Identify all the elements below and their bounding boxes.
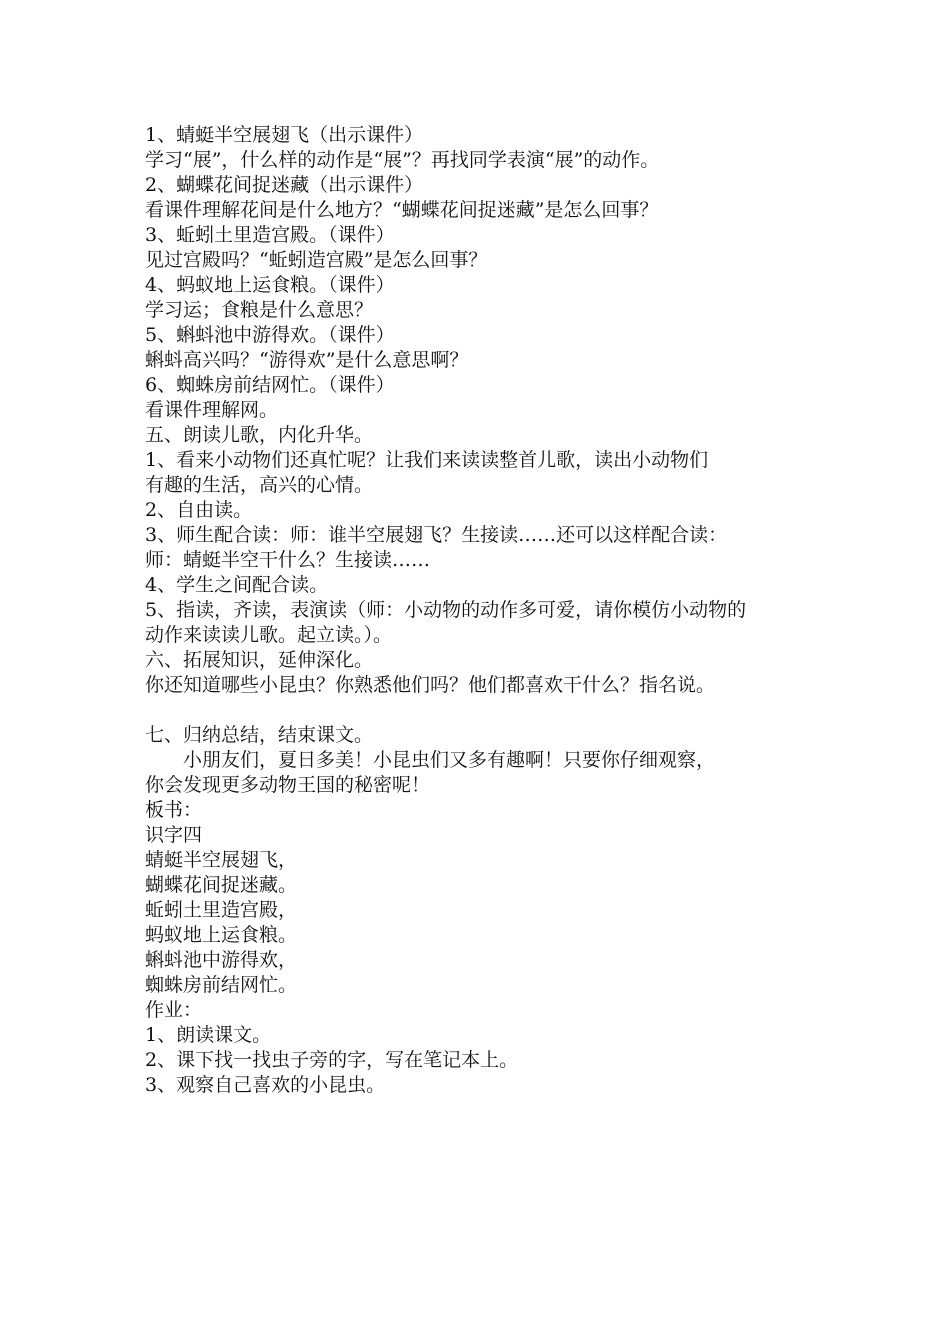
text-line: 学习“展”，什么样的动作是“展”？再找同学表演“展”的动作。 (145, 149, 660, 171)
rhyme-line: 蝌蚪池中游得欢， (145, 949, 298, 971)
text-line: 你会发现更多动物王国的秘密呢！ (145, 774, 431, 796)
text-line: 动作来读读儿歌。起立读。）。 (145, 624, 393, 646)
text-line: 小朋友们，夏日多美！小昆虫们又多有趣啊！只要你仔细观察， (183, 749, 716, 771)
section-heading: 六、拓展知识，延伸深化。 (145, 649, 374, 671)
section-heading: 七、归纳总结，结束课文。 (145, 724, 374, 746)
text-line: 蝌蚪高兴吗？“游得欢”是什么意思啊？ (145, 349, 469, 371)
board-title: 识字四 (145, 824, 203, 846)
text-line: 5、蝌蚪池中游得欢。（课件） (145, 324, 395, 346)
homework-item: 2、课下找一找虫子旁的字，写在笔记本上。 (145, 1049, 519, 1071)
text-line: 看课件理解花间是什么地方？“蝴蝶花间捉迷藏”是怎么回事？ (145, 199, 659, 221)
text-line: 2、蝴蝶花间捉迷藏（出示课件） (145, 174, 424, 196)
document-body (145, 123, 815, 1098)
board-heading: 板书： (145, 799, 203, 821)
blank-line (145, 698, 815, 723)
homework-item: 1、朗读课文。 (145, 1024, 272, 1046)
rhyme-line: 蝴蝶花间捉迷藏。 (145, 874, 298, 896)
text-line: 2、自由读。 (145, 499, 253, 521)
text-line: 3、蚯蚓土里造宫殿。（课件） (145, 224, 395, 246)
text-line: 见过宫殿吗？“蚯蚓造宫殿”是怎么回事？ (145, 249, 488, 271)
text-line: 3、师生配合读：师：谁半空展翅飞？生接读……还可以这样配合读： (145, 524, 728, 546)
rhyme-line: 蜘蛛房前结网忙。 (145, 974, 298, 996)
rhyme-line: 蜻蜓半空展翅飞， (145, 849, 298, 871)
rhyme-line: 蚂蚁地上运食粮。 (145, 924, 298, 946)
text-line: 5、指读，齐读，表演读（师：小动物的动作多可爱，请你模仿小动物的 (145, 599, 747, 621)
rhyme-line: 蚯蚓土里造宫殿， (145, 899, 298, 921)
text-line: 4、学生之间配合读。 (145, 574, 329, 596)
text-line: 6、蜘蛛房前结网忙。（课件） (145, 374, 395, 396)
text-line: 1、蜻蜓半空展翅飞（出示课件） (145, 124, 424, 146)
homework-heading: 作业： (145, 999, 203, 1021)
text-line: 看课件理解网。 (145, 399, 279, 421)
text-line: 有趣的生活，高兴的心情。 (145, 474, 374, 496)
text-line: 你还知道哪些小昆虫？你熟悉他们吗？他们都喜欢干什么？指名说。 (145, 674, 716, 696)
text-line: 4、蚂蚁地上运食粮。（课件） (145, 274, 395, 296)
text-line: 学习运；食粮是什么意思？ (145, 299, 374, 321)
text-line: 师：蜻蜓半空干什么？生接读…… (145, 549, 431, 571)
text-line: 1、看来小动物们还真忙呢？让我们来读读整首儿歌，读出小动物们 (145, 449, 709, 471)
section-heading: 五、朗读儿歌，内化升华。 (145, 424, 374, 446)
homework-item: 3、观察自己喜欢的小昆虫。 (145, 1074, 386, 1096)
